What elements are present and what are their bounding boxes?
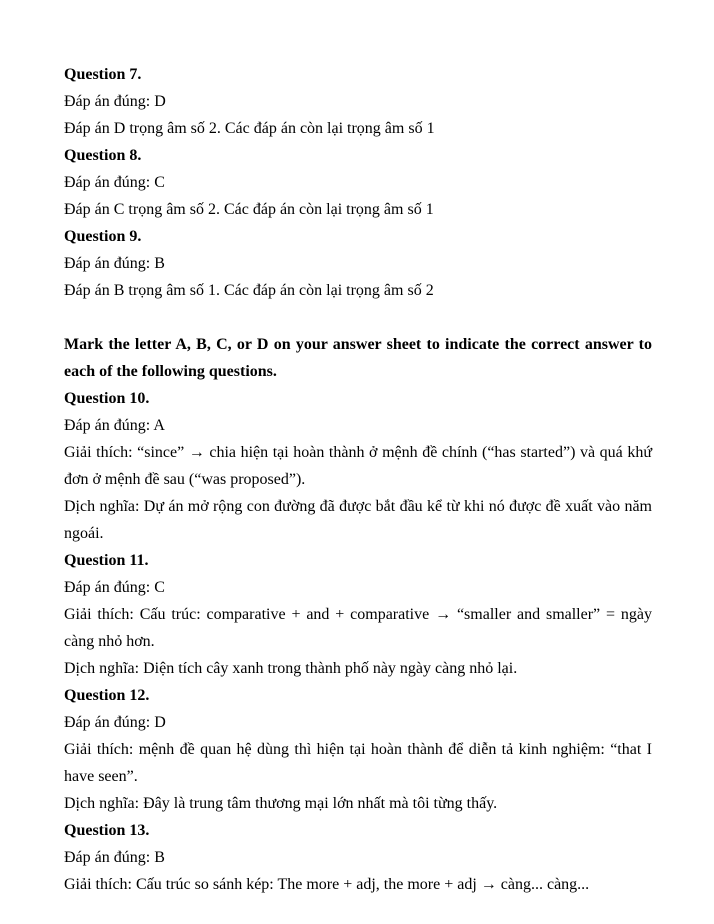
correct-answer-line: Đáp án đúng: B [64,849,165,866]
explanation-line: Giải thích: Cấu trúc: comparative + and + comparative → “smaller and smaller” = ngày càng nhỏ hơn. [64,606,652,650]
question-heading: Question 8. [64,147,142,164]
correct-answer-line: Đáp án đúng: A [64,417,165,434]
stress-note-line: Đáp án D trọng âm số 2. Các đáp án còn lại trọng âm số 1 [64,120,435,137]
question-block-13 [64,817,652,898]
correct-answer-line: Đáp án đúng: D [64,93,166,110]
translation-line: Dịch nghĩa: Diện tích cây xanh trong thành phố này ngày càng nhỏ lại. [64,660,518,677]
correct-answer-line: Đáp án đúng: C [64,174,165,191]
question-block-12 [64,682,652,817]
correct-answer-line: Đáp án đúng: B [64,255,165,272]
section-instruction: Mark the letter A, B, C, or D on your answer sheet to indicate the correct answer to each of the following questions. [64,336,652,380]
question-heading: Question 13. [64,822,150,839]
question-block-8 [64,142,652,223]
question-heading: Question 7. [64,66,142,83]
translation-line: Dịch nghĩa: Dự án mở rộng con đường đã được bắt đầu kể từ khi nó được đề xuất vào năm ngoái. [64,498,652,542]
explanation-line: Giải thích: Cấu trúc so sánh kép: The more + adj, the more + adj → càng... càng... [64,876,590,893]
stress-note-line: Đáp án C trọng âm số 2. Các đáp án còn lại trọng âm số 1 [64,201,434,218]
question-block-7 [64,61,652,142]
question-heading: Question 10. [64,390,150,407]
stress-note-line: Đáp án B trọng âm số 1. Các đáp án còn lại trọng âm số 2 [64,282,434,299]
correct-answer-line: Đáp án đúng: D [64,714,166,731]
question-block-10 [64,385,652,547]
question-block-11 [64,547,652,682]
question-heading: Question 11. [64,552,149,569]
correct-answer-line: Đáp án đúng: C [64,579,165,596]
explanation-line: Giải thích: “since” → chia hiện tại hoàn thành ở mệnh đề chính (“has started”) và quá khứ đơn ở mệnh đề sau (“was proposed”). [64,444,652,488]
translation-line: Dịch nghĩa: Đây là trung tâm thương mại lớn nhất mà tôi từng thấy. [64,795,498,812]
question-heading: Question 12. [64,687,150,704]
blank-line [64,304,652,331]
question-heading: Question 9. [64,228,142,245]
question-block-9 [64,223,652,304]
explanation-line: Giải thích: mệnh đề quan hệ dùng thì hiện tại hoàn thành để diễn tả kinh nghiệm: “that I have seen”. [64,741,652,785]
